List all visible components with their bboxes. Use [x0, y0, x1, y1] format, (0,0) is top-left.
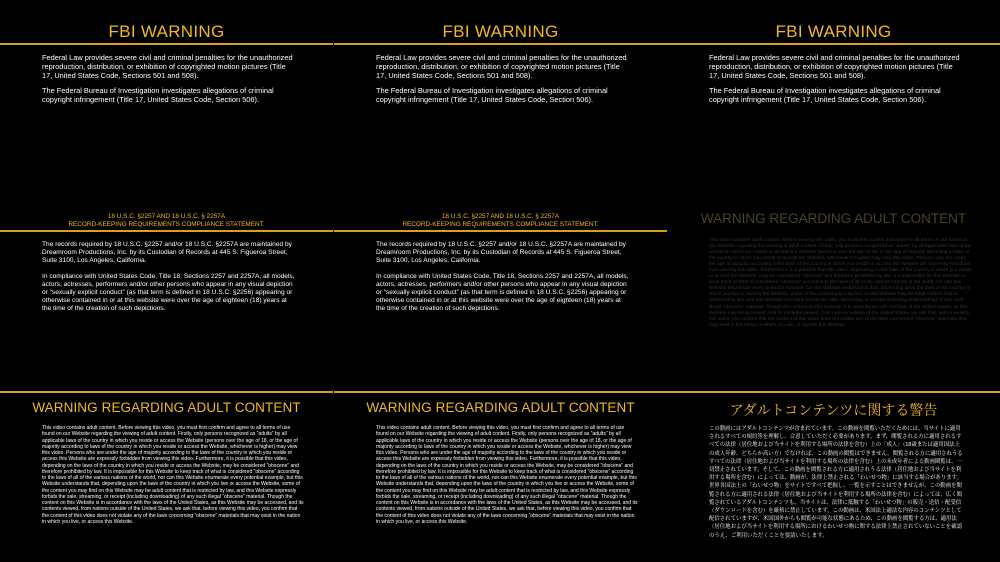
fbi-warning-title: FBI WARNING [775, 22, 892, 41]
adult-warning-title: WARNING REGARDING ADULT CONTENT [32, 400, 301, 415]
divider [667, 43, 1000, 45]
divider [334, 43, 667, 45]
fbi-warning-text-1: Federal Law provides severe civil and criminal penalties for the unauthorized reproduction, distribution, or exhibition of copyrighted motion pictures (Title 17, United States Code, Sections 501 and 508). [42, 53, 293, 80]
fbi-warning-title: FBI WARNING [108, 22, 225, 41]
record-keeping-text-1: The records required by 18 U.S.C. §2257 and/or 18 U.S.C. §2257A are maintained by Dreamroom Productions, Inc. by its Custodian of Records at 445 S. Figueroa Street, Suite 3100, Los Angeles, California. [376, 241, 626, 265]
divider [0, 391, 333, 393]
adult-warning-title: WARNING REGARDING ADULT CONTENT [366, 400, 635, 415]
record-keeping-heading [334, 213, 667, 228]
adult-warning-text-faded: This video contains adult content. Before viewing this video, you must first confirm and agree to all terms of use found on our Website regarding the viewing of adult content. Firstly, only persons recognized as “adults” by all applicable laws of the country in which you reside or access the Website (persons over the age of 18, or the age of majority according to laws of the country in which you reside or access the Website, whichever is higher) may view this video. Persons who are under the age of majority according to the laws of the country in which you reside or access this Website are expressly forbidden from viewing this video. Furthermore, it is possible that this video, depending on the laws of the country in which you reside or access the Website, may be considered “obscene” and therefore prohibited by law. It is impossible for this Website to keep track of what is considered “obscene” according to the laws of all of the various nations of the world, nor can this Website enumerate every potential example, but this Website understands that, depending upon the laws of the country in which you live or access the Website, some of the content you may find on this Website may be adult content that is restricted by law, and this Website expressly forbids the sale, streaming, or receipt (including downloading) of any such illegal “obscene” material. Though the content on this Website is in accordance with the laws of the United States, as this Website may be accessed, and its contents viewed, from nations outside of the United States, we ask that, before viewing this video, you confirm that the content of this video does not violate any of the laws concerning “obscene” materials that may exist in the nation in which you live, or access this Website. [709, 238, 973, 328]
warning-panel-3 [667, 0, 1000, 562]
record-keeping-heading-line-1: 18 U.S.C. §2257 AND 18 U.S.C. § 2257A [441, 213, 560, 220]
divider [334, 230, 667, 232]
record-keeping-heading [0, 213, 333, 228]
adult-warning-title-faded: WARNING REGARDING ADULT CONTENT [700, 211, 967, 226]
adult-warning-title-japanese: アダルトコンテンツに関する警告 [729, 402, 938, 418]
fbi-warning-text-1: Federal Law provides severe civil and criminal penalties for the unauthorized reproduction, distribution, or exhibition of copyrighted motion pictures (Title 17, United States Code, Sections 501 and 508). [376, 53, 627, 80]
record-keeping-heading-line-2: RECORD-KEEPING REQUIREMENTS COMPLIANCE STATEMENT. [68, 220, 265, 228]
fbi-warning-text-2: The Federal Bureau of Investigation investigates allegations of criminal copyright infringement (Title 17, United States Code, Section 506). [42, 86, 274, 104]
record-keeping-heading-line-2: RECORD-KEEPING REQUIREMENTS COMPLIANCE STATEMENT. [402, 220, 599, 228]
fbi-warning-title: FBI WARNING [442, 22, 559, 41]
fbi-warning-text-2: The Federal Bureau of Investigation investigates allegations of criminal copyright infringement (Title 17, United States Code, Section 506). [709, 86, 941, 104]
record-keeping-text-2: In compliance with United States Code, Title 18, Sections 2257 and 2257A, all models, actors, actresses, performers and/or other persons who appear in any visual depiction or “sexually explicit conduct” (as that term is defined in 18 U.S.C. §2256) appearing or otherwise contained in or at this website were over the age of eighteen (18) years at the time of the creation of such depictions. [42, 273, 295, 313]
adult-warning-text: This video contains adult content. Before viewing this video, you must first confirm and agree to all terms of use found on our Website regarding the viewing of adult content. Firstly, only persons recognized as “adults” by all applicable laws of the country in which you reside or access the Website (persons over the age of 18, or the age of majority according to laws of the country in which you reside or access the Website, whichever is higher) may view this video. Persons who are under the age of majority according to the laws of the country in which you reside or access this Website are expressly forbidden from viewing this video. Furthermore, it is possible that this video, depending on the laws of the country in which you reside or access the Website, may be considered “obscene” and therefore prohibited by law. It is impossible for this Website to keep track of what is considered “obscene” according to the laws of all of the various nations of the world, nor can this Website enumerate every potential example, but this Website understands that, depending upon the laws of the country in which you live or access the Website, some of the content you may find on this Website may be adult content that is restricted by law, and this Website expressly forbids the sale, streaming, or receipt (including downloading) of any such illegal “obscene” material. Though the content on this Website is in accordance with the laws of the United States, as this Website may be accessed, and its contents viewed, from nations outside of the United States, we ask that, before viewing this video, you confirm that the content of this video does not violate any of the laws concerning “obscene” materials that may exist in the nation in which you live, or access this Website. [42, 425, 304, 525]
record-keeping-heading-line-1: 18 U.S.C. §2257 AND 18 U.S.C. § 2257A [107, 213, 226, 220]
divider [334, 391, 667, 393]
warning-panel-1 [0, 0, 333, 562]
fbi-warning-text-1: Federal Law provides severe civil and criminal penalties for the unauthorized reproduction, distribution, or exhibition of copyrighted motion pictures (Title 17, United States Code, Sections 501 and 508). [709, 53, 960, 80]
divider [667, 391, 1000, 393]
record-keeping-text-2: In compliance with United States Code, Title 18, Sections 2257 and 2257A, all models, actors, actresses, performers and/or other persons who appear in any visual depiction or “sexually explicit conduct” (as that term is defined in 18 U.S.C. §2256) appearing or otherwise contained in or at this website were over the age of eighteen (18) years at the time of the creation of such depictions. [376, 273, 629, 313]
warning-panel-2 [334, 0, 667, 562]
adult-warning-text: This video contains adult content. Before viewing this video, you must first confirm and agree to all terms of use found on our Website regarding the viewing of adult content. Firstly, only persons recognized as “adults” by all applicable laws of the country in which you reside or access the Website (persons over the age of 18, or the age of majority according to laws of the country in which you reside or access the Website, whichever is higher) may view this video. Persons who are under the age of majority according to the laws of the country in which you reside or access this Website are expressly forbidden from viewing this video. Furthermore, it is possible that this video, depending on the laws of the country in which you reside or access the Website, may be considered “obscene” and therefore prohibited by law. It is impossible for this Website to keep track of what is considered “obscene” according to the laws of all of the various nations of the world, nor can this Website enumerate every potential example, but this Website understands that, depending upon the laws of the country in which you live or access the Website, some of the content you may find on this Website may be adult content that is restricted by law, and this Website expressly forbids the sale, streaming, or receipt (including downloading) of any such illegal “obscene” material. Though the content on this Website is in accordance with the laws of the United States, as this Website may be accessed, and its contents viewed, from nations outside of the United States, we ask that, before viewing this video, you confirm that the content of this video does not violate any of the laws concerning “obscene” materials that may exist in the nation in which you live, or access this Website. [376, 425, 638, 525]
fbi-warning-text-2: The Federal Bureau of Investigation investigates allegations of criminal copyright infringement (Title 17, United States Code, Section 506). [376, 86, 608, 104]
adult-warning-text-japanese: この動画にはアダルトコンテンツが含まれています。この動画を閲覧いただくためには、当サイトに適用されるすべての規約等を理解し、合意していただく必要があります。まず、閲覧される方に適用されるすべての法律（居住地および当サイトを利用する場所の法律を含む）上の「成人」（18歳または適用国法上の成人年齢、どちらか高い方）でなければ、この動画の閲覧はできません。閲覧される方に適用されうるすべての法律（居住地および当サイトを利用する場所の法律を含む）上の未成年者による動画閲覧は、一切禁止されています。そして、この動画を閲覧される方に適用されうる法律（居住地および当サイトを利用する場所を含む）によっては、動画が、法律上禁止される「わいせつ物」に該当する場合があります。世界各国法上の「わいせつ物」をサイトですべて把握し、一覧を示すことはできませんが、この動画を閲覧される方に適用される法律（居住地および当サイトを利用する場所の法律を含む）によっては、広く閲覧されているアダルトコンテンツも、当サイトは、法律に抵触する「わいせつ物」の販売・送信・配受信（ダウンロードを含む）を厳格に禁止しています。この動画は、米国法上適法な内容のコンテンツとして配信されていますが、米国国外からも閲覧が可能な状態にあるため、この動画を閲覧する方は、適用法（居住地および当サイトを利用する場所におけるわいせつ物に関する法律上禁止されていないことを確認のうえ、ご利用いただくことを要請いたします。 [709, 426, 963, 539]
divider [0, 43, 333, 45]
divider [0, 230, 333, 232]
record-keeping-text-1: The records required by 18 U.S.C. §2257 and/or 18 U.S.C. §2257A are maintained by Dreamroom Productions, Inc. by its Custodian of Records at 445 S. Figueroa Street, Suite 3100, Los Angeles, California. [42, 241, 292, 265]
